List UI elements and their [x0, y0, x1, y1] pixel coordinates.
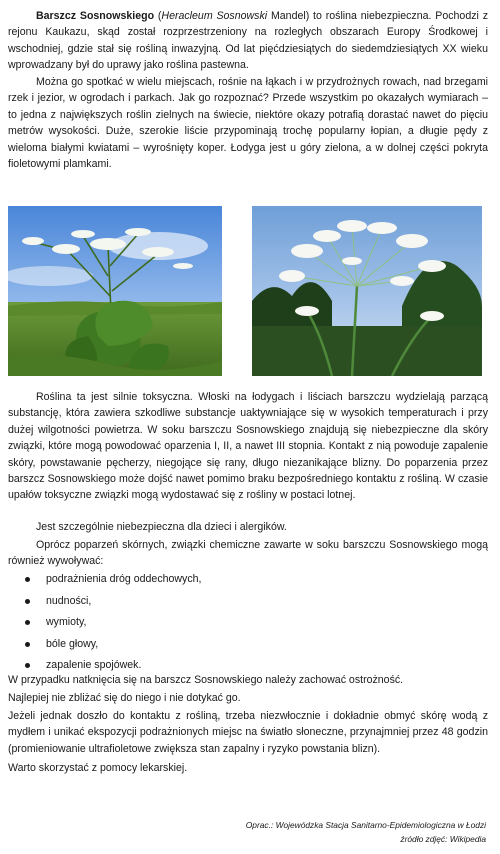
plant-name: Barszcz Sosnowskiego — [36, 10, 155, 22]
list-item: nudności, — [8, 591, 308, 613]
description-paragraph: Można go spotkać w wielu miejscach, rośnie na łąkach i w przydrożnych rowach, nad brzegami rzek i jezior, w ogrodach i parkach. Jak go rozpoznać? Przede wszystkim po okazałych wymiarach – to jedna z największych roślin zielnych na świecie, niektóre okazy potrafią dorastać nawet do pięciu metrów wysokości. Duże, szerokie liście przypominają trochę popularny łopian, a długie pędy z wieloma białymi kwiatami – wyrośnięty koper. Łodyga jest u góry zielona, a w dolnej części pokryta fioletowymi plamkami. — [8, 76, 488, 171]
bullet-icon — [25, 663, 30, 668]
toxicity-paragraph: Roślina ta jest silnie toksyczna. Włoski na łodygach i liściach barszczu wydzielają parzącą substancję, która zawiera szkodliwe substancje uaktywniające się w wysokich temperaturach i przy dużej wilgotności powietrza. W soku barszczu Sosnowskiego znajdują się niebezpieczne dla skóry związki, które mogą powodować oparzenia I, II, a nawet III stopnia. Kontakt z nią powoduje zapalenie skóry, powstawanie pęcherzy, niegojące się rany, długo niezanikające blizny. Do poparzenia przez barszcz Sosnowskiego może dojść nawet pomimo braku bezpośredniego kontaktu z rośliną. W czasie upałów toksyczne związki mogą wydostawać się z rośliny w postaci lotnej. — [8, 391, 488, 502]
list-item: wymioty, — [8, 612, 308, 634]
effects-intro: Oprócz poparzeń skórnych, związki chemiczne zawarte w soku barszczu Sosnowskiego mogą również wywoływać: — [8, 539, 488, 568]
latin-name: Heracleum Sosnowski — [161, 10, 268, 22]
avoid-paragraph: Najlepiej nie zbliżać się do niego i nie dotykać go. — [8, 692, 241, 704]
children-warning: Jest szczególnie niebezpieczna dla dzieci i alergików. — [36, 521, 287, 533]
contact-paragraph: Jeżeli jednak doszło do kontaktu z rośliną, trzeba niezwłocznie i dokładnie obmyć skórę wodą z mydłem i unikać ekspozycji podrażnionych miejsc na światło słoneczne, przynajmniej przez 48 godzin (promieniowanie ultrafioletowe zwiększa stan zapalny i ryzyko powstania blizn). — [8, 710, 488, 755]
caution-paragraph: W przypadku natknięcia się na barszcz Sosnowskiego należy zachować ostrożność. — [8, 674, 404, 686]
photo-credit: źródło zdjęć: Wikipedia — [400, 834, 486, 844]
list-item: zapalenie spojówek. — [8, 655, 308, 677]
bullet-icon — [25, 577, 30, 582]
doctor-paragraph: Warto skorzystać z pomocy lekarskiej. — [8, 762, 188, 774]
plant-photo-umbel — [252, 206, 482, 376]
bullet-icon — [25, 642, 30, 647]
intro-paragraph: Barszcz Sosnowskiego (Heracleum Sosnowski Mandel) to roślina niebezpieczna. Pochodzi z rejonu Kaukazu, skąd został rozprzestrzeniony na rozległych obszarach Europy Środkowej i wschodniej, gdzie stał się rośliną inwazyjną. Od lat pięćdziesiątych do siedemdziesiątych XX wieku wprowadzany był do uprawy jako roślina pastewna. — [8, 10, 488, 72]
bullet-icon — [25, 620, 30, 625]
list-item: podrażnienia dróg oddechowych, — [8, 569, 308, 591]
symptoms-list — [8, 569, 308, 677]
plant-photo-meadow — [8, 206, 222, 376]
bullet-icon — [25, 599, 30, 604]
list-item: bóle głowy, — [8, 634, 308, 656]
author-credit: Oprac.: Wojewódzka Stacja Sanitarno-Epidemiologiczna w Łodzi — [245, 820, 486, 830]
